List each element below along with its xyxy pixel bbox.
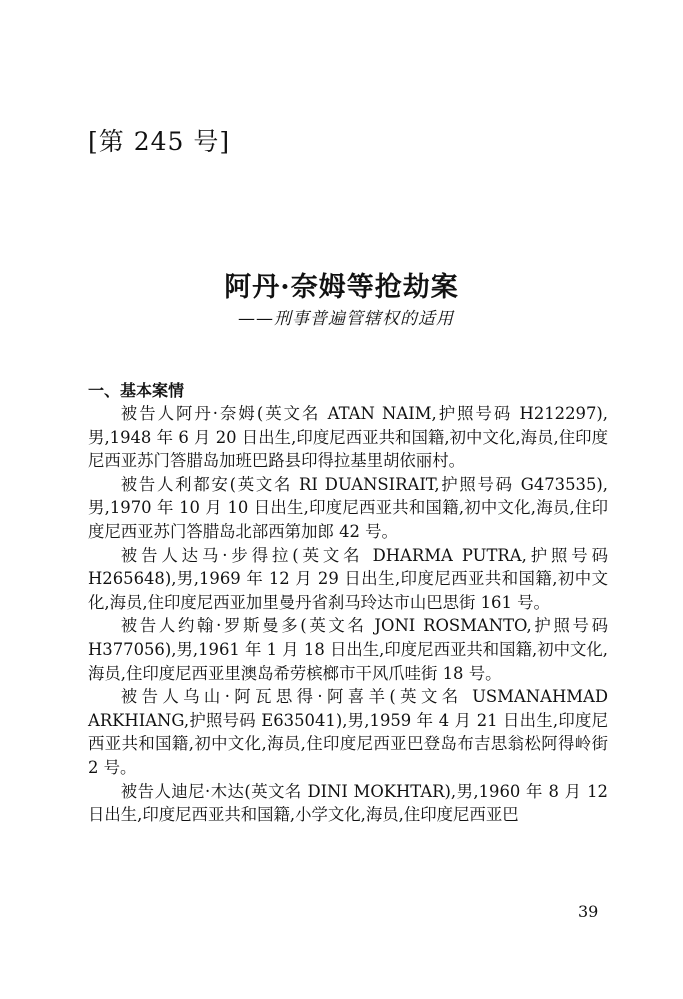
paragraph: 被告人乌山·阿瓦思得·阿喜羊(英文名 USMANAHMAD ARKHIANG,护照号码 E635041),男,1959 年 4 月 21 日出生,印度尼西亚共和国籍,初中文化,海员,住印度尼西亚巴登岛布吉思翁松阿得岭街 2 号。 bbox=[88, 687, 608, 777]
case-number: [第 245 号] bbox=[88, 127, 231, 156]
section-heading: 一、基本案情 bbox=[88, 381, 185, 400]
paragraph: 被告人迪尼·木达(英文名 DINI MOKHTAR),男,1960 年 8 月 12 日出生,印度尼西亚共和国籍,小学文化,海员,住印度尼西亚巴 bbox=[88, 781, 608, 825]
paragraph: 被告人利都安(英文名 RI DUANSIRAIT,护照号码 G473535),男,1970 年 10 月 10 日出生,印度尼西亚共和国籍,初中文化,海员,住印度尼西亚苏门答腊岛北部西第加郎 42 号。 bbox=[88, 474, 608, 541]
case-body bbox=[88, 402, 608, 827]
paragraph: 被告人约翰·罗斯曼多(英文名 JONI ROSMANTO,护照号码 H377056),男,1961 年 1 月 18 日出生,印度尼西亚共和国籍,初中文化,海员,住印度尼西亚里澳岛希劳槟榔市干风爪哇街 18 号。 bbox=[88, 616, 608, 683]
paragraph: 被告人阿丹·奈姆(英文名 ATAN NAIM,护照号码 H212297),男,1948 年 6 月 20 日出生,印度尼西亚共和国籍,初中文化,海员,住印度尼西亚苏门答腊岛加班巴路县印得拉基里胡依丽村。 bbox=[88, 404, 608, 471]
case-subtitle: ——刑事普遍管辖权的适用 bbox=[238, 309, 454, 329]
case-title: 阿丹·奈姆等抢劫案 bbox=[224, 272, 459, 303]
page-number: 39 bbox=[578, 902, 599, 921]
paragraph: 被告人达马·步得拉(英文名 DHARMA PUTRA,护照号码 H265648),男,1969 年 12 月 29 日出生,印度尼西亚共和国籍,初中文化,海员,住印度尼西亚加里曼丹省刹马玲达市山巴思街 161 号。 bbox=[88, 545, 608, 612]
